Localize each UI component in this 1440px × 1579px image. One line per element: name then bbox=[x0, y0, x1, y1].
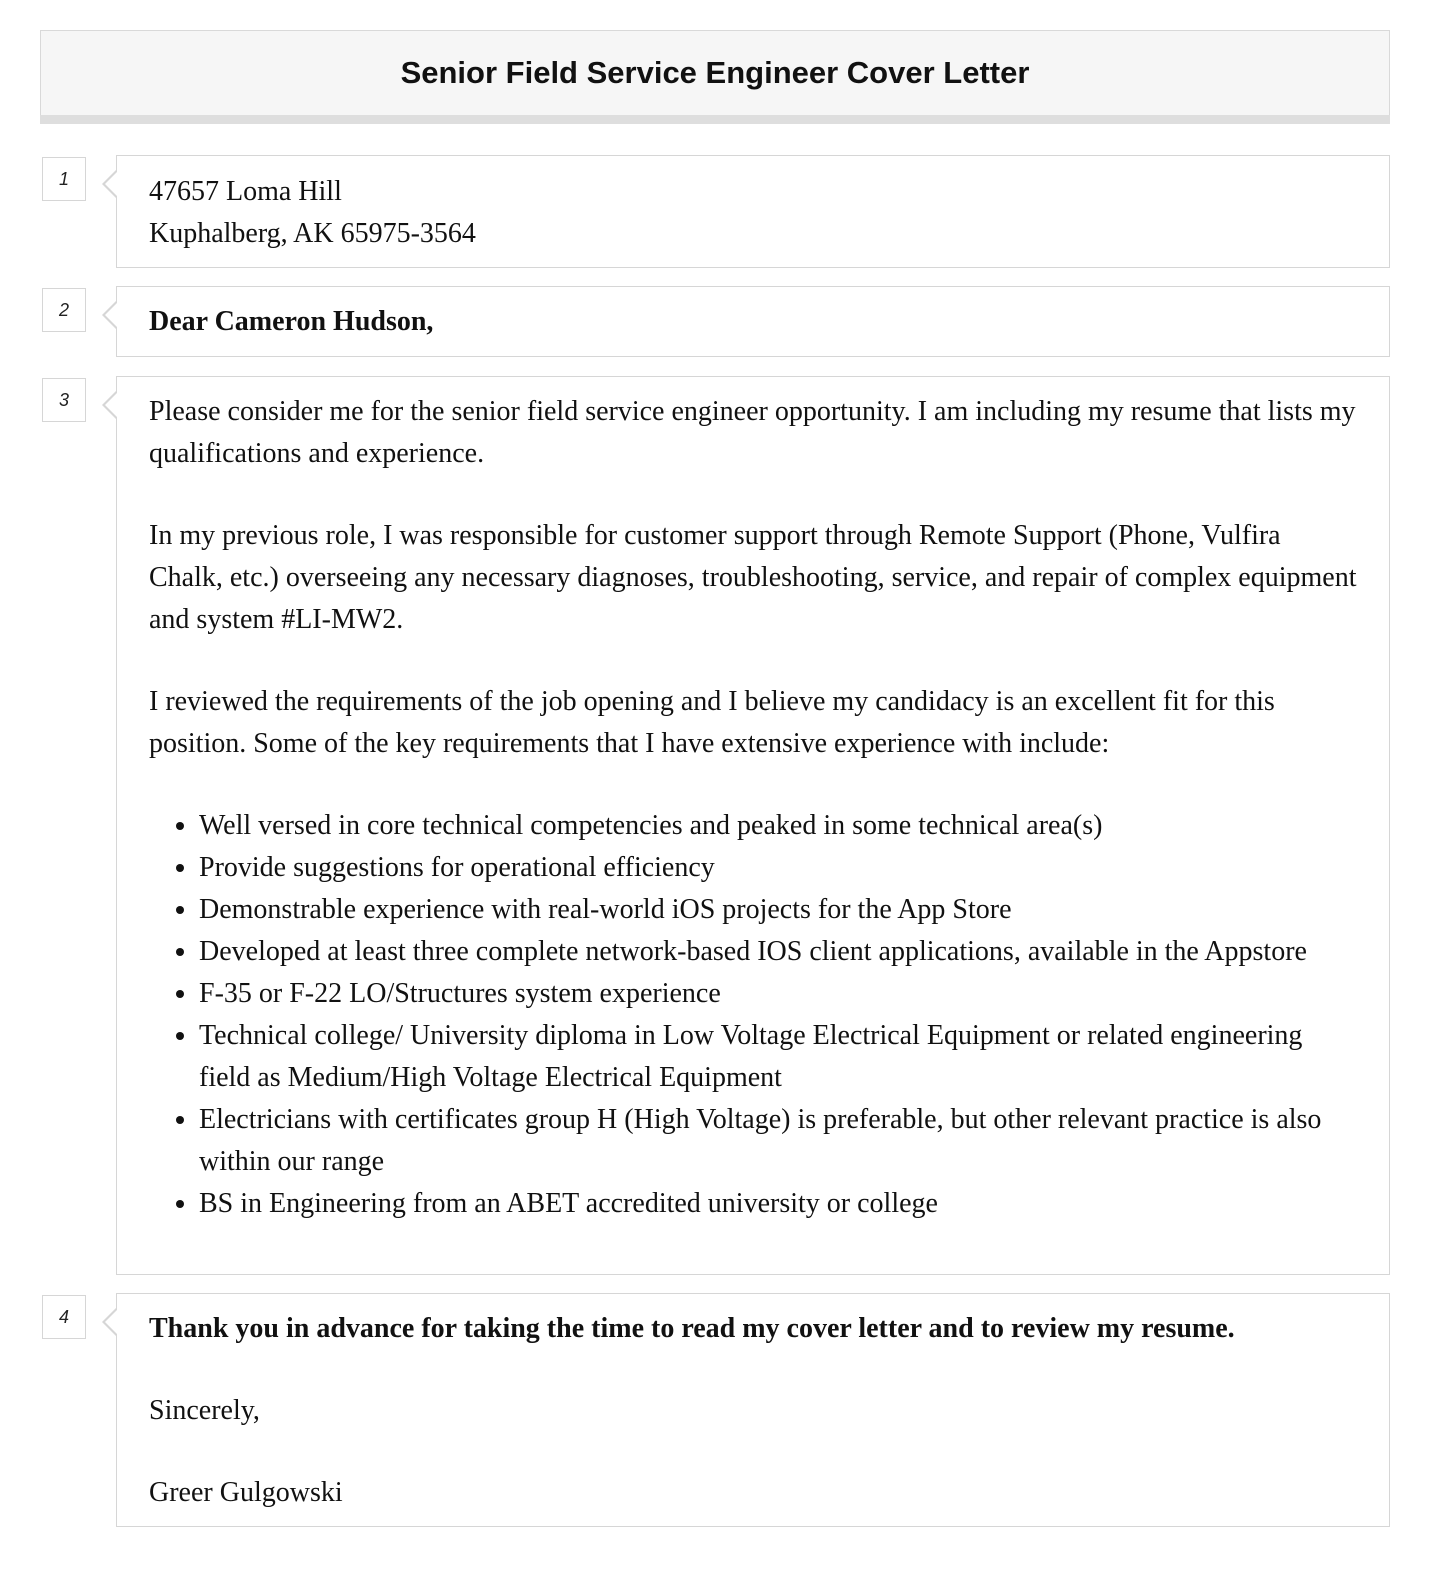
greeting: Dear Cameron Hudson, bbox=[149, 306, 434, 337]
section-number: 2 bbox=[42, 288, 86, 332]
list-item: • Developed at least three complete network-based IOS client applications, available in the Appstore bbox=[199, 931, 1357, 973]
list-item: • Well versed in core technical competencies and peaked in some technical area(s) bbox=[199, 805, 1357, 847]
closing-box bbox=[116, 1293, 1390, 1527]
signature-name: Greer Gulgowski bbox=[149, 1477, 343, 1508]
list-item: • Provide suggestions for operational efficiency bbox=[199, 847, 1357, 889]
body-paragraph: I reviewed the requirements of the job opening and I believe my candidacy is an excellent fit for this position. Some of the key requirements that I have extensive experience with include: bbox=[149, 686, 1275, 759]
section-number: 3 bbox=[42, 378, 86, 422]
list-item: • BS in Engineering from an ABET accredited university or college bbox=[199, 1183, 1357, 1225]
address-box bbox=[116, 155, 1390, 268]
section-number: 1 bbox=[42, 157, 86, 201]
list-item: • F-35 or F-22 LO/Structures system experience bbox=[199, 973, 1357, 1015]
body-paragraph: In my previous role, I was responsible for customer support through Remote Support (Phone, Vulfira Chalk, etc.) overseeing any necessary diagnoses, troubleshooting, service, and repair of complex equipment and system #LI-MW2. bbox=[149, 520, 1357, 635]
list-item: • Technical college/ University diploma in Low Voltage Electrical Equipment or related engineering field as Medium/High Voltage Electrical Equipment bbox=[199, 1015, 1357, 1099]
address-line-2: Kuphalberg, AK 65975-3564 bbox=[149, 218, 476, 249]
letter-header bbox=[40, 30, 1390, 115]
requirements-list bbox=[149, 805, 1357, 1225]
list-item: • Demonstrable experience with real-world iOS projects for the App Store bbox=[199, 889, 1357, 931]
list-item: • Electricians with certificates group H (High Voltage) is preferable, but other relevant practice is also within our range bbox=[199, 1099, 1357, 1183]
greeting-box bbox=[116, 286, 1390, 357]
section-number: 4 bbox=[42, 1295, 86, 1339]
body-box bbox=[116, 376, 1390, 1275]
signoff: Sincerely, bbox=[149, 1395, 260, 1426]
closing-statement: Thank you in advance for taking the time to read my cover letter and to review my resume. bbox=[149, 1313, 1235, 1344]
page-title: Senior Field Service Engineer Cover Letter bbox=[400, 55, 1030, 90]
address-line-1: 47657 Loma Hill bbox=[149, 176, 342, 207]
body-paragraph: Please consider me for the senior field service engineer opportunity. I am including my resume that lists my qualifications and experience. bbox=[149, 396, 1356, 469]
